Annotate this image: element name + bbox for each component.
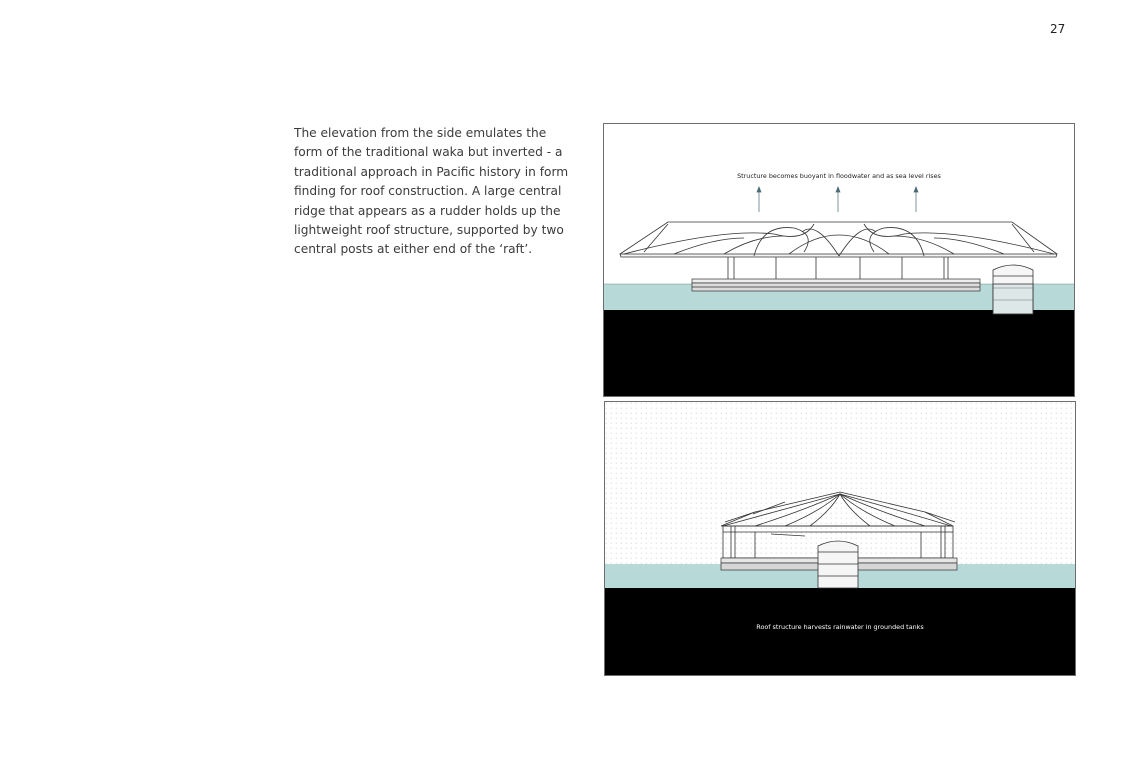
sky-dot-pattern <box>605 402 1075 564</box>
ground-band <box>605 588 1075 675</box>
ground-band <box>604 310 1074 396</box>
end-elevation-figure <box>604 401 1076 676</box>
water-tank <box>818 541 858 588</box>
end-elevation-drawing <box>605 402 1075 675</box>
raft-deck <box>692 279 980 291</box>
side-elevation-caption: Structure becomes buoyant in floodwater and as sea level rises <box>737 172 941 180</box>
water-tank <box>993 265 1033 314</box>
body-paragraph: The elevation from the side emulates the form of the traditional waka but inverted - a traditional approach in Pacific history in form finding for roof construction. A large central ridge that appears as a rudder holds up the lightweight roof structure, supported by two central posts at either end of the ‘raft’. <box>294 126 569 257</box>
end-elevation-caption: Roof structure harvests rainwater in grounded tanks <box>756 623 924 631</box>
page-number: 27 <box>1050 22 1066 36</box>
side-elevation-figure <box>603 123 1075 397</box>
side-elevation-drawing <box>604 124 1074 396</box>
